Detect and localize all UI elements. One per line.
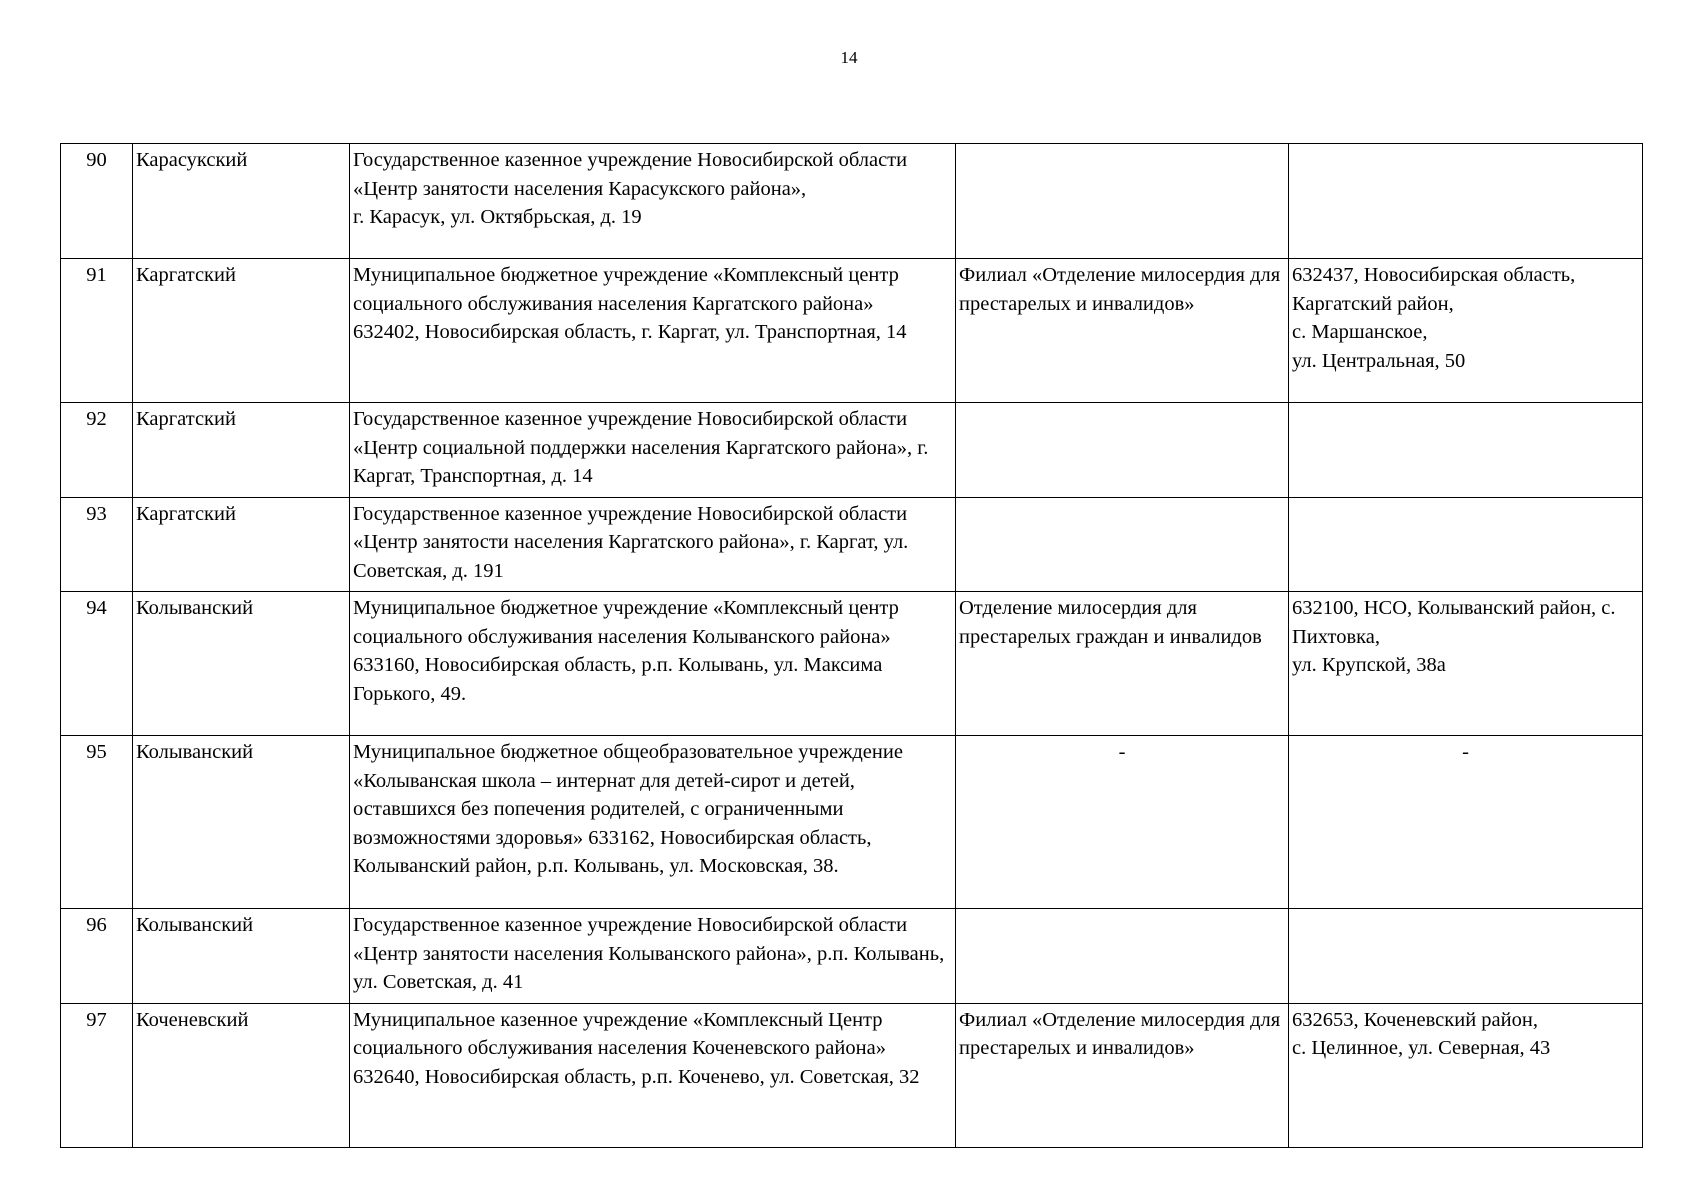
institution-cell: Муниципальное казенное учреждение «Комплексный Центр социального обслуживания населения Коченевского района» 632640, Новосибирская область, р.п. Коченево, ул. Советская, 32 [350,1003,956,1147]
table-row [61,592,1643,736]
branch-cell: Филиал «Отделение милосердия для престарелых и инвалидов» [956,259,1289,403]
institution-cell: Муниципальное бюджетное учреждение «Комплексный центр социального обслуживания населения Колыванского района» 633160, Новосибирская область, р.п. Колывань, ул. Максима Горького, 49. [350,592,956,736]
district-cell: Колыванский [133,736,350,909]
branch-cell [956,909,1289,1004]
institution-cell: Государственное казенное учреждение Новосибирской области «Центр занятости населения Карасукского района», г. Карасук, ул. Октябрьская, д. 19 [350,144,956,259]
branch-cell [956,144,1289,259]
address-cell [1289,403,1643,498]
branch-cell: Отделение милосердия для престарелых граждан и инвалидов [956,592,1289,736]
district-cell: Карасукский [133,144,350,259]
district-cell: Колыванский [133,909,350,1004]
row-number: 90 [61,144,133,259]
row-number: 91 [61,259,133,403]
district-cell: Колыванский [133,592,350,736]
district-cell: Каргатский [133,259,350,403]
address-cell [1289,144,1643,259]
institution-cell: Государственное казенное учреждение Новосибирской области «Центр занятости населения Каргатского района», г. Каргат, ул. Советская, д. 191 [350,497,956,592]
table-row [61,144,1643,259]
address-cell: 632653, Коченевский район, с. Целинное, ул. Северная, 43 [1289,1003,1643,1147]
address-cell: - [1289,736,1643,909]
address-cell [1289,909,1643,1004]
institution-cell: Государственное казенное учреждение Новосибирской области «Центр социальной поддержки населения Каргатского района», г. Каргат, Транспортная, д. 14 [350,403,956,498]
table-row [61,497,1643,592]
institutions-table [60,143,1643,1148]
branch-cell: Филиал «Отделение милосердия для престарелых и инвалидов» [956,1003,1289,1147]
row-number: 96 [61,909,133,1004]
table-row [61,1003,1643,1147]
branch-cell [956,497,1289,592]
table-row [61,736,1643,909]
page-number: 14 [840,48,858,67]
table-row [61,259,1643,403]
row-number: 97 [61,1003,133,1147]
row-number: 94 [61,592,133,736]
table-row [61,909,1643,1004]
row-number: 93 [61,497,133,592]
institution-cell: Муниципальное бюджетное учреждение «Комплексный центр социального обслуживания населения Каргатского района» 632402, Новосибирская область, г. Каргат, ул. Транспортная, 14 [350,259,956,403]
district-cell: Каргатский [133,497,350,592]
district-cell: Каргатский [133,403,350,498]
institution-cell: Муниципальное бюджетное общеобразовательное учреждение «Колыванская школа – интернат для детей-сирот и детей, оставшихся без попечения родителей, с ограниченными возможностями здоровья» 633162, Новосибирская область, Колыванский район, р.п. Колывань, ул. Московская, 38. [350,736,956,909]
row-number: 95 [61,736,133,909]
institution-cell: Государственное казенное учреждение Новосибирской области «Центр занятости населения Колыванского района», р.п. Колывань, ул. Советская, д. 41 [350,909,956,1004]
address-cell: 632100, НСО, Колыванский район, с. Пихтовка, ул. Крупской, 38а [1289,592,1643,736]
address-cell [1289,497,1643,592]
table-row [61,403,1643,498]
district-cell: Коченевский [133,1003,350,1147]
branch-cell [956,403,1289,498]
address-cell: 632437, Новосибирская область, Каргатский район, с. Маршанское, ул. Центральная, 50 [1289,259,1643,403]
branch-cell: - [956,736,1289,909]
row-number: 92 [61,403,133,498]
